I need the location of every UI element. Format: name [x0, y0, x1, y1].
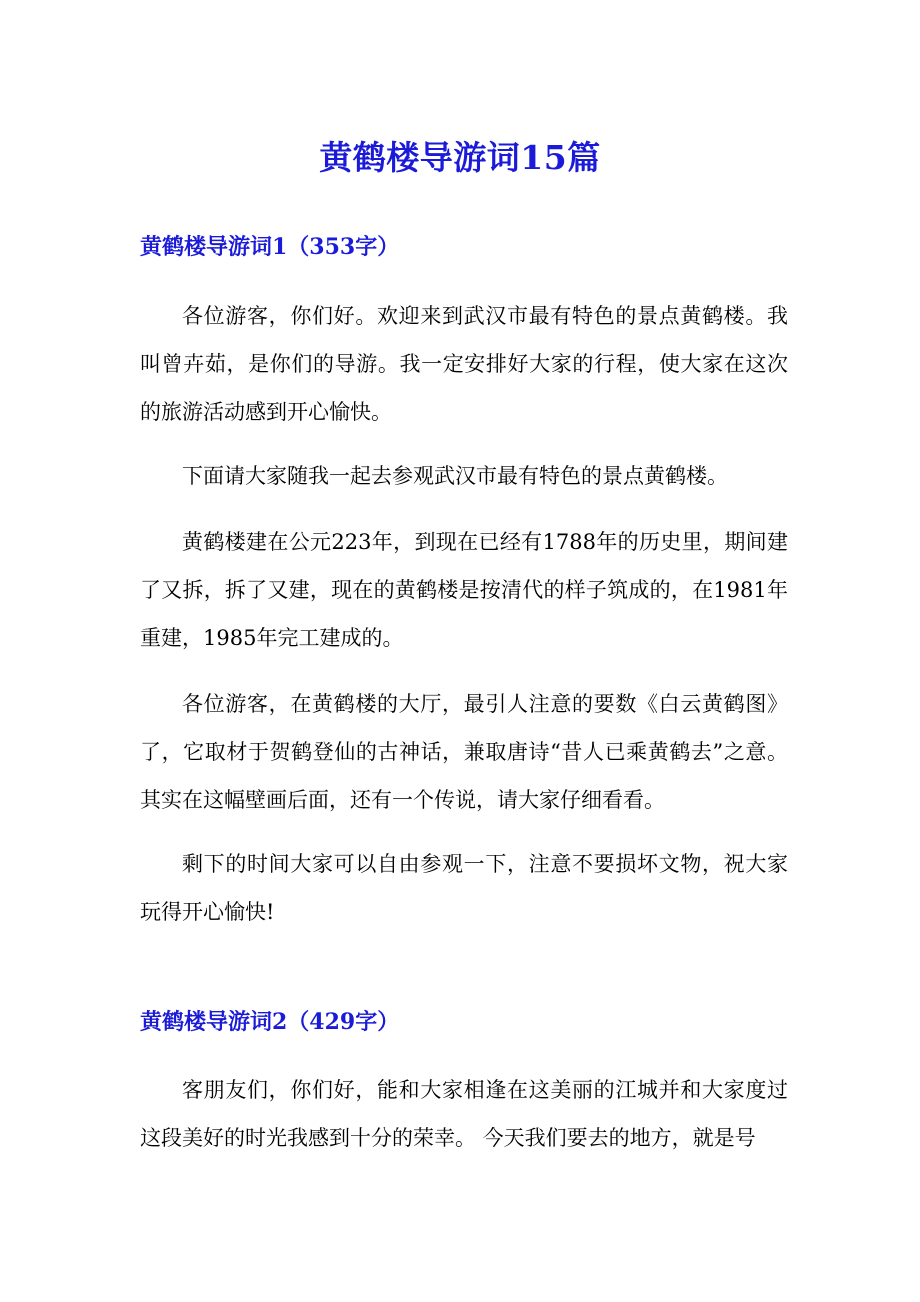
- paragraph: 剩下的时间大家可以自由参观一下，注意不要损坏文物，祝大家玩得开心愉快!: [140, 852, 788, 924]
- document-title: 黄鹤楼导游词15篇: [319, 138, 601, 177]
- paragraph: 黄鹤楼建在公元223年，到现在已经有1788年的历史里，期间建了又拆，拆了又建，现在的黄鹤楼是按清代的样子筑成的，在1981年重建，1985年完工建成的。: [140, 530, 788, 650]
- paragraph: 各位游客，你们好。欢迎来到武汉市最有特色的景点黄鹤楼。我叫曾卉茹，是你们的导游。我一定安排好大家的行程，使大家在这次的旅游活动感到开心愉快。: [140, 304, 788, 424]
- section-heading-1: 黄鹤楼导游词1（353字）: [140, 234, 400, 260]
- section-heading-2: 黄鹤楼导游词2（429字）: [140, 1009, 400, 1035]
- paragraph: 客朋友们，你们好，能和大家相逢在这美丽的江城并和大家度过这段美好的时光我感到十分的荣幸。 今天我们要去的地方，就是号: [140, 1078, 788, 1150]
- paragraph: 下面请大家随我一起去参观武汉市最有特色的景点黄鹤楼。: [182, 464, 728, 488]
- paragraph: 各位游客，在黄鹤楼的大厅，最引人注意的要数《白云黄鹤图》了，它取材于贺鹤登仙的古神话，兼取唐诗“昔人已乘黄鹤去”之意。其实在这幅壁画后面，还有一个传说，请大家仔细看看。: [140, 692, 788, 812]
